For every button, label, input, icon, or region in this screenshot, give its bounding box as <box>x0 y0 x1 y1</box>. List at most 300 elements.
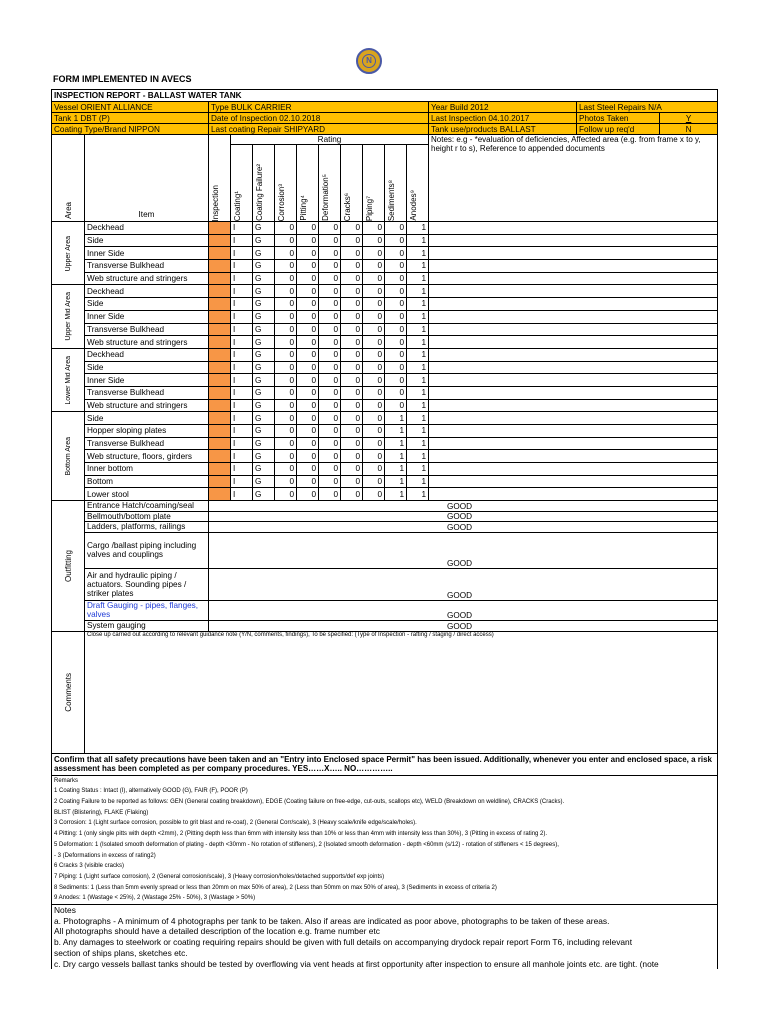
piping-value: 0 <box>363 348 385 361</box>
coating-failure-value: G <box>253 348 275 361</box>
notes-cell <box>429 374 718 387</box>
remark-line: 5 Deformation: 1 (Isolated smooth deformation of plating - depth <30mm - No rotation of stiffeners), 2 (Isolated smooth deformation - depth <60mm (s/12) - rotation of stiffeners < 15 degrees), <box>54 841 559 848</box>
remark-line: - 3 (Deformations in excess of rating2) <box>54 852 156 859</box>
coating-failure-value: G <box>253 247 275 260</box>
deformation-value: 0 <box>319 222 341 235</box>
outfitting-row <box>52 568 718 600</box>
piping-header: Piping⁷ <box>363 145 385 222</box>
coating-failure-value: G <box>253 260 275 273</box>
coating-value: I <box>231 285 253 298</box>
area-label: Upper Mid Area <box>52 285 85 348</box>
item-name: Hopper sloping plates <box>85 425 209 438</box>
coating-failure-value: G <box>253 399 275 412</box>
remark-line: 8 Sediments: 1 (Less than 5mm evenly spread or less than 20mm on max 50% of area), 2 (Less than 50mm on max 50% of area), 3 (Sediments in excess of criteria 2) <box>54 884 497 891</box>
coating-failure-value: G <box>253 310 275 323</box>
rating-row <box>52 272 718 285</box>
corrosion-value: 0 <box>275 285 297 298</box>
coating-header: Coating¹ <box>231 145 253 222</box>
anodes-value: 1 <box>407 488 429 501</box>
piping-value: 0 <box>363 272 385 285</box>
coating-failure-value: G <box>253 412 275 425</box>
piping-value: 0 <box>363 260 385 273</box>
inspection-cell <box>209 285 231 298</box>
notes-block <box>52 905 718 970</box>
sediments-value: 0 <box>385 374 407 387</box>
notes-header: Notes: e.g - *evaluation of deficiencies, Affected area (e.g. from frame x to y, height r to s), Reference to appended documents <box>429 135 718 222</box>
item-name: Transverse Bulkhead <box>85 323 209 336</box>
item-name: Transverse Bulkhead <box>85 437 209 450</box>
coating-failure-value: G <box>253 222 275 235</box>
corrosion-value: 0 <box>275 336 297 349</box>
corrosion-value: 0 <box>275 463 297 476</box>
coating-value: I <box>231 450 253 463</box>
note-line: a. Photographs - A minimum of 4 photographs per tank to be taken. Also if areas are indicated as poor above, photographs to be taken of these areas. <box>54 915 610 926</box>
cracks-value: 0 <box>341 425 363 438</box>
deformation-value: 0 <box>319 272 341 285</box>
remark-line: 2 Coating Failure to be reported as follows: GEN (General coating breakdown), EDGE (Coating failure on free-edge, cut-outs, scallops etc), WELD (Breakdown on weldline), CRACKS (Cracks). <box>54 799 565 806</box>
anodes-value: 1 <box>407 437 429 450</box>
last-steel-repairs-field: Last Steel Repairs N/A <box>577 102 718 113</box>
cracks-value: 0 <box>341 412 363 425</box>
coating-failure-value: G <box>253 437 275 450</box>
inspection-cell <box>209 298 231 311</box>
sediments-value: 1 <box>385 475 407 488</box>
sediments-value: 0 <box>385 298 407 311</box>
outfitting-value: GOOD <box>209 501 718 512</box>
coating-failure-value: G <box>253 386 275 399</box>
sediments-value: 1 <box>385 463 407 476</box>
cracks-value: 0 <box>341 437 363 450</box>
sediments-value: 1 <box>385 488 407 501</box>
coating-value: I <box>231 361 253 374</box>
corrosion-value: 0 <box>275 222 297 235</box>
cracks-value: 0 <box>341 348 363 361</box>
inspection-cell <box>209 323 231 336</box>
piping-value: 0 <box>363 374 385 387</box>
inspection-cell <box>209 475 231 488</box>
sediments-value: 0 <box>385 272 407 285</box>
pitting-header: Pitting⁴ <box>297 145 319 222</box>
cracks-value: 0 <box>341 386 363 399</box>
rating-header: Rating <box>231 135 429 145</box>
inspection-cell <box>209 247 231 260</box>
cracks-value: 0 <box>341 222 363 235</box>
coating-value: I <box>231 323 253 336</box>
outfitting-row <box>52 511 718 522</box>
item-name: Inner Side <box>85 247 209 260</box>
rating-row <box>52 475 718 488</box>
coating-value: I <box>231 336 253 349</box>
item-name: Side <box>85 234 209 247</box>
remarks-block <box>52 775 718 904</box>
coating-failure-value: G <box>253 285 275 298</box>
deformation-value: 0 <box>319 234 341 247</box>
rating-row <box>52 425 718 438</box>
item-name: Web structure and stringers <box>85 272 209 285</box>
deformation-value: 0 <box>319 463 341 476</box>
item-name: Transverse Bulkhead <box>85 386 209 399</box>
coating-value: I <box>231 463 253 476</box>
piping-value: 0 <box>363 450 385 463</box>
inspection-cell <box>209 361 231 374</box>
pitting-value: 0 <box>297 298 319 311</box>
item-name: Deckhead <box>85 222 209 235</box>
sediments-value: 0 <box>385 348 407 361</box>
outfitting-item: System gauging <box>85 620 209 631</box>
corrosion-value: 0 <box>275 386 297 399</box>
outfitting-row <box>52 501 718 512</box>
outfitting-row <box>52 532 718 568</box>
outfitting-item: Draft Gauging - pipes, flanges, valves <box>85 600 209 620</box>
coating-value: I <box>231 475 253 488</box>
remark-line: 4 Pitting: 1 (only single pitts with depth <2mm), 2 (Pitting depth less than 6mm with intensity less than 10% or less than 4mm with intensity less than 30%), 3 (Pitting in excess of rating 2). <box>54 831 548 838</box>
item-header: Item <box>85 135 209 222</box>
inspection-cell <box>209 386 231 399</box>
rating-row <box>52 450 718 463</box>
deformation-value: 0 <box>319 260 341 273</box>
corrosion-value: 0 <box>275 234 297 247</box>
notes-cell <box>429 399 718 412</box>
pitting-value: 0 <box>297 336 319 349</box>
cracks-value: 0 <box>341 374 363 387</box>
outfitting-row <box>52 620 718 631</box>
deformation-value: 0 <box>319 374 341 387</box>
remark-line: 6 Cracks 3 (visible cracks) <box>54 863 125 870</box>
note-line: c. Dry cargo vessels ballast tanks should be tested by overflowing via vent heads at first opportunity after inspection to ensure all manhole joints etc. are tight. (note <box>54 958 659 969</box>
cracks-value: 0 <box>341 361 363 374</box>
coating-failure-value: G <box>253 475 275 488</box>
rating-row <box>52 488 718 501</box>
coating-value: I <box>231 412 253 425</box>
outfitting-value: GOOD <box>209 511 718 522</box>
pitting-value: 0 <box>297 475 319 488</box>
pitting-value: 0 <box>297 399 319 412</box>
anodes-value: 1 <box>407 272 429 285</box>
outfitting-item: Bellmouth/bottom plate <box>85 511 209 522</box>
corrosion-value: 0 <box>275 260 297 273</box>
coating-value: I <box>231 348 253 361</box>
corrosion-value: 0 <box>275 425 297 438</box>
deformation-value: 0 <box>319 425 341 438</box>
last-inspection-field: Last Inspection 04.10.2017 <box>429 113 577 124</box>
note-line: b. Any damages to steelwork or coating requiring repairs should be given with full details on accompanying drydock repair report Form T6, including relevant <box>54 937 633 948</box>
notes-cell <box>429 285 718 298</box>
inspection-cell <box>209 234 231 247</box>
notes-cell <box>429 386 718 399</box>
cracks-value: 0 <box>341 450 363 463</box>
inspection-cell <box>209 272 231 285</box>
piping-value: 0 <box>363 310 385 323</box>
deformation-value: 0 <box>319 450 341 463</box>
notes-cell <box>429 412 718 425</box>
piping-value: 0 <box>363 234 385 247</box>
cracks-value: 0 <box>341 488 363 501</box>
piping-value: 0 <box>363 323 385 336</box>
corrosion-value: 0 <box>275 348 297 361</box>
item-name: Bottom <box>85 475 209 488</box>
anodes-value: 1 <box>407 234 429 247</box>
inspection-cell <box>209 374 231 387</box>
sediments-value: 0 <box>385 361 407 374</box>
anodes-value: 1 <box>407 323 429 336</box>
anodes-value: 1 <box>407 475 429 488</box>
corrosion-value: 0 <box>275 323 297 336</box>
coating-value: I <box>231 298 253 311</box>
anodes-value: 1 <box>407 361 429 374</box>
piping-value: 0 <box>363 463 385 476</box>
anodes-value: 1 <box>407 425 429 438</box>
piping-value: 0 <box>363 247 385 260</box>
inspection-report-table <box>51 89 718 969</box>
rating-row <box>52 247 718 260</box>
deformation-value: 0 <box>319 323 341 336</box>
pitting-value: 0 <box>297 425 319 438</box>
item-name: Side <box>85 298 209 311</box>
cracks-value: 0 <box>341 399 363 412</box>
pitting-value: 0 <box>297 234 319 247</box>
notes-cell <box>429 234 718 247</box>
area-label: Upper Area <box>52 222 85 285</box>
deformation-header: Deformation⁵ <box>319 145 341 222</box>
corrosion-value: 0 <box>275 412 297 425</box>
coating-value: I <box>231 374 253 387</box>
inspection-cell <box>209 437 231 450</box>
sediments-value: 0 <box>385 310 407 323</box>
anodes-value: 1 <box>407 386 429 399</box>
corrosion-value: 0 <box>275 437 297 450</box>
coating-failure-header: Coating Failure² <box>253 145 275 222</box>
inspection-cell <box>209 310 231 323</box>
item-name: Inner Side <box>85 310 209 323</box>
comments-area-label: Comments <box>52 631 85 753</box>
inspection-cell <box>209 463 231 476</box>
item-name: Inner bottom <box>85 463 209 476</box>
item-name: Lower stool <box>85 488 209 501</box>
sediments-value: 0 <box>385 247 407 260</box>
sediments-value: 1 <box>385 412 407 425</box>
pitting-value: 0 <box>297 386 319 399</box>
notes-cell <box>429 260 718 273</box>
year-build-field: Year Build 2012 <box>429 102 577 113</box>
rating-row <box>52 399 718 412</box>
rating-row <box>52 298 718 311</box>
remark-line: 1 Coating Status : Intact (I), alternatively GOOD (G), FAIR (F), POOR (P) <box>54 788 248 795</box>
rating-row <box>52 361 718 374</box>
pitting-value: 0 <box>297 323 319 336</box>
corrosion-value: 0 <box>275 298 297 311</box>
cracks-value: 0 <box>341 234 363 247</box>
anodes-value: 1 <box>407 463 429 476</box>
coating-value: I <box>231 399 253 412</box>
inspection-cell <box>209 348 231 361</box>
rating-row <box>52 386 718 399</box>
pitting-value: 0 <box>297 412 319 425</box>
sediments-value: 0 <box>385 336 407 349</box>
outfitting-item: Cargo /ballast piping including valves and couplings <box>85 532 209 568</box>
coating-value: I <box>231 234 253 247</box>
outfitting-item: Entrance Hatch/coaming/seal <box>85 501 209 512</box>
corrosion-header: Corrosion³ <box>275 145 297 222</box>
deformation-value: 0 <box>319 336 341 349</box>
piping-value: 0 <box>363 386 385 399</box>
sediments-value: 1 <box>385 437 407 450</box>
company-logo <box>356 48 382 74</box>
cracks-value: 0 <box>341 260 363 273</box>
pitting-value: 0 <box>297 310 319 323</box>
anodes-value: 1 <box>407 285 429 298</box>
notes-cell <box>429 475 718 488</box>
notes-title: Notes <box>54 905 76 916</box>
pitting-value: 0 <box>297 348 319 361</box>
anodes-value: 1 <box>407 374 429 387</box>
inspection-cell <box>209 450 231 463</box>
remark-line: 9 Anodes: 1 (Wastage < 25%), 2 (Wastage 25% - 50%), 3 (Wastage > 50%) <box>54 895 256 902</box>
anodes-header: Anodes⁹ <box>407 145 429 222</box>
outfitting-value: GOOD <box>209 532 718 568</box>
corrosion-value: 0 <box>275 399 297 412</box>
form-implemented-note: FORM IMPLEMENTED IN AVECS <box>53 74 192 84</box>
rating-row <box>52 437 718 450</box>
item-name: Web structure and stringers <box>85 336 209 349</box>
photos-taken-label: Photos Taken <box>577 113 660 124</box>
rating-row <box>52 285 718 298</box>
coating-failure-value: G <box>253 488 275 501</box>
area-label: Lower Mid Area <box>52 348 85 411</box>
outfitting-item: Ladders, platforms, railings <box>85 522 209 533</box>
pitting-value: 0 <box>297 247 319 260</box>
cracks-header: Cracks⁶ <box>341 145 363 222</box>
remark-line: BLIST (Blistering), FLAKE (Flaking) <box>54 809 149 816</box>
outfitting-value: GOOD <box>209 620 718 631</box>
anodes-value: 1 <box>407 298 429 311</box>
piping-value: 0 <box>363 412 385 425</box>
anodes-value: 1 <box>407 310 429 323</box>
deformation-value: 0 <box>319 298 341 311</box>
sediments-value: 1 <box>385 450 407 463</box>
pitting-value: 0 <box>297 437 319 450</box>
piping-value: 0 <box>363 336 385 349</box>
notes-cell <box>429 222 718 235</box>
tank-field: Tank 1 DBT (P) <box>52 113 209 124</box>
vessel-field: Vessel ORIENT ALLIANCE <box>52 102 209 113</box>
rating-row <box>52 463 718 476</box>
piping-value: 0 <box>363 361 385 374</box>
remark-line: 7 Piping: 1 (Light surface corrosion), 2 (General corrosion/scale), 3 (Heavy corrosion/holes/detached supports/def exp joints) <box>54 873 385 880</box>
notes-cell <box>429 488 718 501</box>
anodes-value: 1 <box>407 260 429 273</box>
cracks-value: 0 <box>341 475 363 488</box>
rating-row <box>52 336 718 349</box>
coating-failure-value: G <box>253 374 275 387</box>
cracks-value: 0 <box>341 310 363 323</box>
tank-use-field: Tank use/products BALLAST <box>429 124 577 135</box>
notes-cell <box>429 348 718 361</box>
coating-failure-value: G <box>253 361 275 374</box>
outfitting-value: GOOD <box>209 522 718 533</box>
inspection-cell <box>209 222 231 235</box>
company-logo-mark: N <box>362 54 376 68</box>
coating-failure-value: G <box>253 336 275 349</box>
corrosion-value: 0 <box>275 374 297 387</box>
corrosion-value: 0 <box>275 488 297 501</box>
cracks-value: 0 <box>341 336 363 349</box>
piping-value: 0 <box>363 437 385 450</box>
piping-value: 0 <box>363 285 385 298</box>
item-name: Deckhead <box>85 285 209 298</box>
deformation-value: 0 <box>319 348 341 361</box>
rating-row <box>52 374 718 387</box>
corrosion-value: 0 <box>275 475 297 488</box>
coating-failure-value: G <box>253 298 275 311</box>
inspection-cell <box>209 336 231 349</box>
item-name: Side <box>85 361 209 374</box>
anodes-value: 1 <box>407 247 429 260</box>
inspection-cell <box>209 425 231 438</box>
outfitting-row <box>52 522 718 533</box>
inspection-cell <box>209 399 231 412</box>
piping-value: 0 <box>363 488 385 501</box>
item-name: Inner Side <box>85 374 209 387</box>
pitting-value: 0 <box>297 361 319 374</box>
coating-failure-value: G <box>253 272 275 285</box>
notes-cell <box>429 425 718 438</box>
cracks-value: 0 <box>341 463 363 476</box>
piping-value: 0 <box>363 222 385 235</box>
inspection-header: Inspection <box>209 135 231 222</box>
deformation-value: 0 <box>319 412 341 425</box>
corrosion-value: 0 <box>275 361 297 374</box>
sediments-value: 0 <box>385 399 407 412</box>
coating-value: I <box>231 222 253 235</box>
rating-row <box>52 412 718 425</box>
remarks-title: Remarks <box>54 777 79 784</box>
cracks-value: 0 <box>341 285 363 298</box>
piping-value: 0 <box>363 475 385 488</box>
coating-value: I <box>231 260 253 273</box>
corrosion-value: 0 <box>275 310 297 323</box>
notes-cell <box>429 336 718 349</box>
last-coating-repair-field: Last coating Repair SHIPYARD <box>209 124 429 135</box>
piping-value: 0 <box>363 399 385 412</box>
safety-confirmation: Confirm that all safety precautions have been taken and an "Entry into Enclosed space Permit" has been issued. Additionally, whenever you enter and enclosed space, a risk assessment has been completed as per company procedures. YES……X….. NO………….. <box>52 753 718 775</box>
notes-cell <box>429 298 718 311</box>
outfitting-item: Air and hydraulic piping / actuators. Sounding pipes / striker plates <box>85 568 209 600</box>
deformation-value: 0 <box>319 488 341 501</box>
coating-value: I <box>231 272 253 285</box>
outfitting-row <box>52 600 718 620</box>
corrosion-value: 0 <box>275 272 297 285</box>
rating-row <box>52 260 718 273</box>
sediments-value: 0 <box>385 323 407 336</box>
area-header: Area <box>52 135 85 222</box>
coating-value: I <box>231 488 253 501</box>
sediments-value: 0 <box>385 234 407 247</box>
item-name: Web structure, floors, girders <box>85 450 209 463</box>
notes-cell <box>429 450 718 463</box>
piping-value: 0 <box>363 298 385 311</box>
outfitting-value: GOOD <box>209 568 718 600</box>
pitting-value: 0 <box>297 222 319 235</box>
outfitting-value: GOOD <box>209 600 718 620</box>
rating-row <box>52 310 718 323</box>
coating-value: I <box>231 247 253 260</box>
pitting-value: 0 <box>297 272 319 285</box>
notes-cell <box>429 272 718 285</box>
corrosion-value: 0 <box>275 247 297 260</box>
notes-cell <box>429 247 718 260</box>
pitting-value: 0 <box>297 463 319 476</box>
pitting-value: 0 <box>297 488 319 501</box>
